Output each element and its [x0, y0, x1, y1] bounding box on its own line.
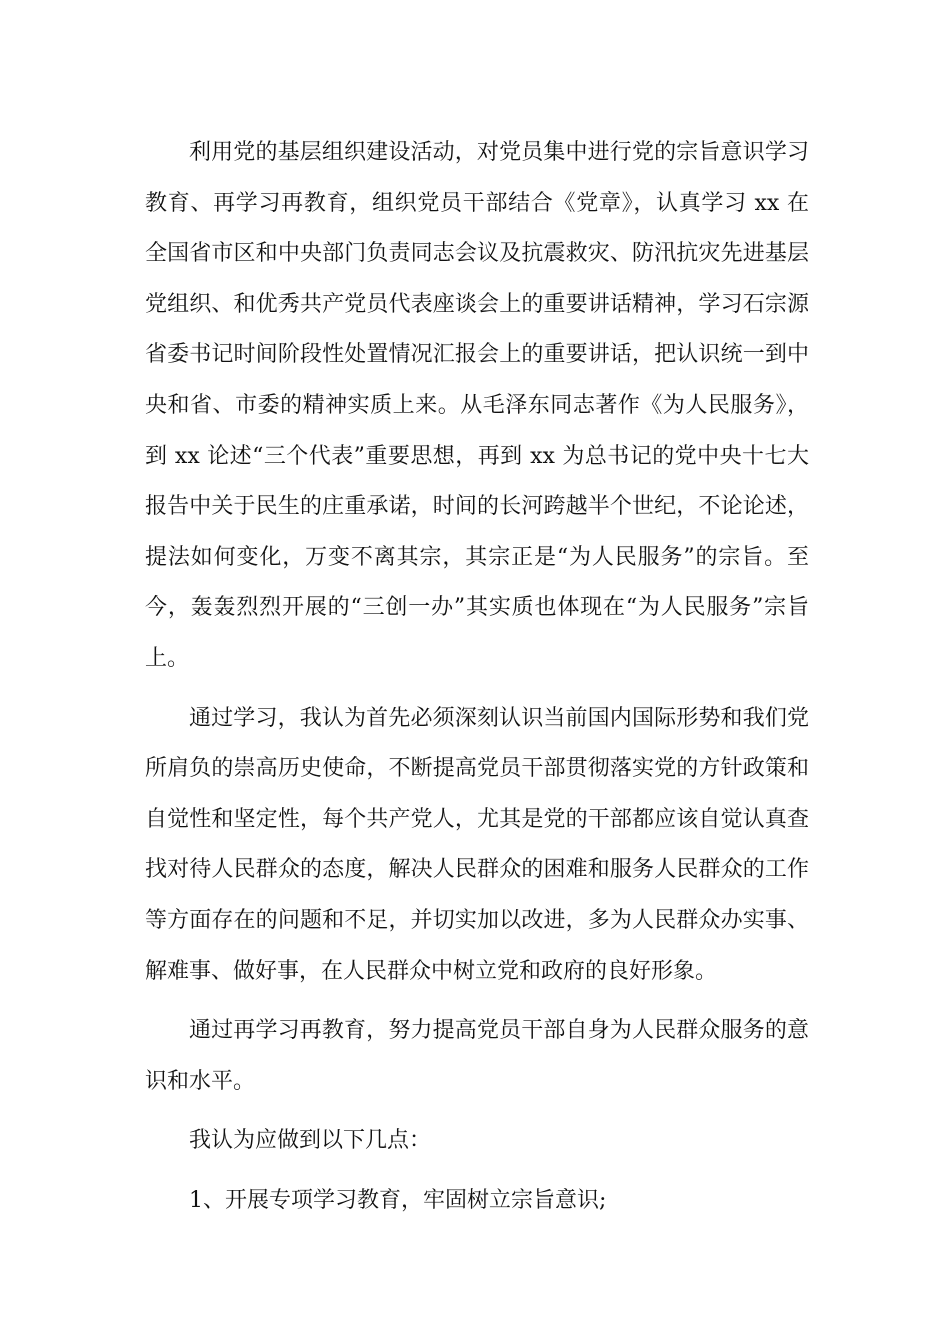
paragraph-points-intro: 我认为应做到以下几点： [189, 1128, 432, 1154]
document-body [145, 128, 809, 1235]
paragraph-through-study: 通过学习，我认为首先必须深刻认识当前国内国际形势和我们党所肩负的崇高历史使命，不断提高党员干部贯彻落实党的方针政策和自觉性和坚定性，每个共产党人，尤其是党的干部都应该自觉认真查找对待人民群众的态度，解决人民群众的困难和服务人民群众的工作等方面存在的问题和不足，并切实加以改进，多为人民群众办实事、解难事、做好事，在人民群众中树立党和政府的良好形象。 [145, 705, 809, 984]
paragraph-point-1: 1、开展专项学习教育，牢固树立宗旨意识; [189, 1187, 607, 1213]
paragraph-study-activity: 利用党的基层组织建设活动，对党员集中进行党的宗旨意识学习教育、再学习再教育，组织党员干部结合《党章》，认真学习 xx 在全国省市区和中央部门负责同志会议及抗震救灾、防汛抗灾先进基层党组织、和优秀共产党员代表座谈会上的重要讲话精神，学习石宗源省委书记时间阶段性处置情况汇报会上的重要讲话，把认识统一到中央和省、市委的精神实质上来。从毛泽东同志著作《为人民服务》，到 xx 论述“三个代表”重要思想，再到 xx 为总书记的党中央十七大报告中关于民生的庄重承诺，时间的长河跨越半个世纪，不论论述，提法如何变化，万变不离其宗，其宗正是“为人民服务”的宗旨。至今，轰轰烈烈开展的“三创一办”其实质也体现在“为人民服务”宗旨上。 [145, 140, 809, 671]
paragraph-reeducation: 通过再学习再教育，努力提高党员干部自身为人民群众服务的意识和水平。 [145, 1018, 809, 1094]
